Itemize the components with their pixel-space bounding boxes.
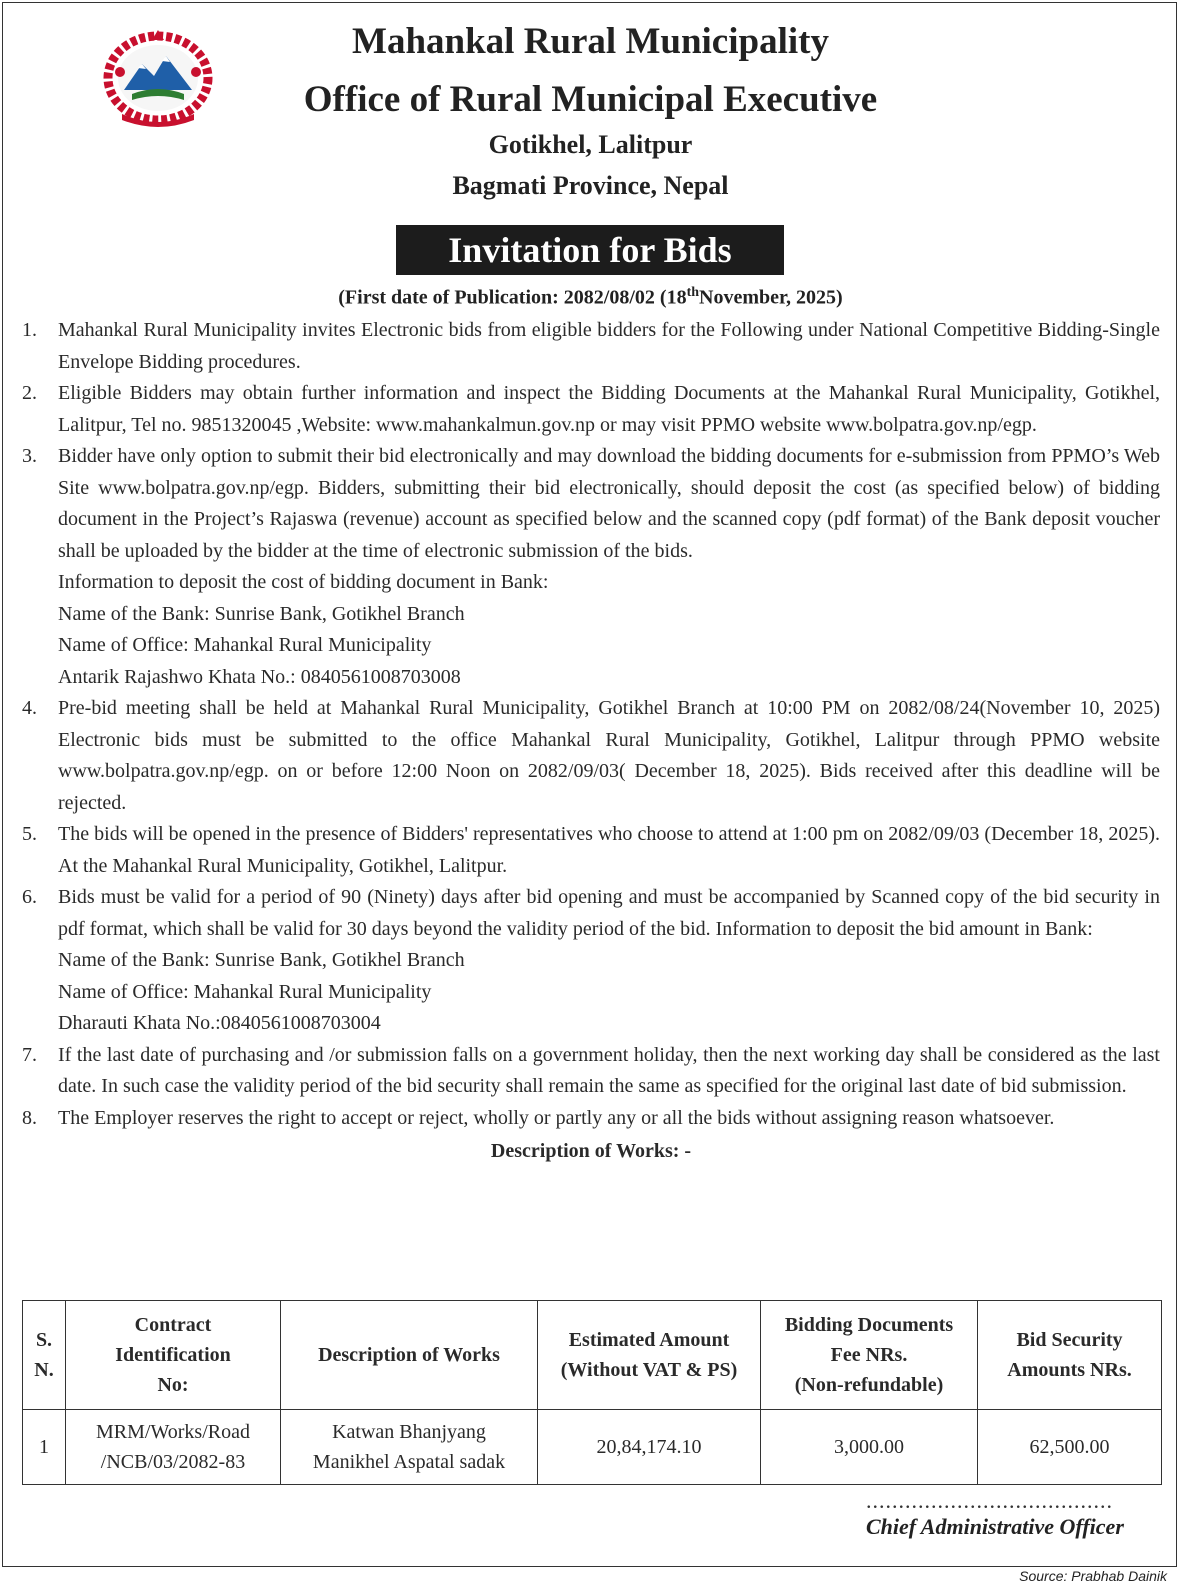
bank-info-line: Name of the Bank: Sunrise Bank, Gotikhel Branch [58, 602, 465, 625]
cell-contract-id: MRM/Works/Road /NCB/03/2082-83 [66, 1410, 281, 1485]
table-row [23, 1410, 1162, 1485]
clause-number: 7. [22, 1043, 37, 1066]
notice-title: Invitation for Bids [396, 225, 784, 275]
clause-number: 3. [22, 445, 37, 467]
header-estimate: Estimated Amount (Without VAT & PS) [538, 1301, 761, 1410]
cell-sn: 1 [23, 1410, 66, 1485]
municipality-name: Mahankal Rural Municipality [352, 21, 829, 62]
office-name: Office of Rural Municipal Executive [303, 79, 878, 120]
notice-body [22, 315, 1160, 1168]
office-location: Gotikhel, Lalitpur [488, 130, 693, 159]
bank-info-line: Name of Office: Mahankal Rural Municipality [58, 980, 432, 1003]
clause-number: 4. [22, 697, 37, 719]
clause-text: Bids must be valid for a period of 90 (Ninety) days after bid opening and must be accompanied by Scanned copy of the bid security in pdf format, which shall be valid for 30 days beyond the validity period of the bid. Information to deposit the bid amount in Bank: [58, 886, 1160, 940]
bank-info-line: Name of the Bank: Sunrise Bank, Gotikhel Branch [58, 949, 465, 971]
cell-estimate: 20,84,174.10 [538, 1410, 761, 1485]
source-credit: Source: Prabhab Dainik [1019, 1568, 1167, 1584]
clause-number: 2. [22, 382, 37, 404]
signature-line: ...................................... [866, 1488, 1113, 1513]
clause-4 [22, 693, 1160, 819]
clause-text: Eligible Bidders may obtain further information and inspect the Bidding Documents at the Mahankal Rural Municipality, Gotikhel, Lalitpur, Tel no. 9851320045 ,Website: www.mahankalmun.gov.np or may visit PPMO website www.bolpatra.gov.np/egp. [58, 382, 1160, 436]
clause-text: Pre-bid meeting shall be held at Mahankal Rural Municipality, Gotikhel Branch at 10:00 PM on 2082/08/24(November 10, 2025) Electronic bids must be submitted to the office Mahankal Rural Municipality, Gotikhel, Lalitpur through PPMO website www.bolpatra.gov.np/egp. on or before 12:00 Noon on 2082/09/03( December 18, 2025). Bids received after this deadline will be rejected. [58, 697, 1160, 814]
header-contract-id: Contract Identification No: [66, 1301, 281, 1410]
header-sn: S. N. [23, 1301, 66, 1410]
clause-text: Bidder have only option to submit their bid electronically and may download the bidding documents for e-submission from PPMO’s Web Site www.bolpatra.gov.np/egp. Bidders, submitting their bid electronically, should deposit the cost (as specified below) of bidding document in the Project’s Rajaswa (revenue) account as specified below and the scanned copy (pdf format) of the Bank deposit voucher shall be uploaded by the bidder at the time of electronic submission of the bids. [58, 445, 1160, 562]
cell-doc-fee: 3,000.00 [761, 1410, 978, 1485]
cell-bid-security: 62,500.00 [978, 1410, 1162, 1485]
table-header-row [23, 1301, 1162, 1410]
bank-info-line: Information to deposit the cost of bidding document in Bank: [58, 571, 549, 593]
clause-8 [22, 1103, 1160, 1135]
clause-number: 6. [22, 886, 37, 908]
header-bid-security: Bid Security Amounts NRs. [978, 1301, 1162, 1410]
office-province: Bagmati Province, Nepal [452, 171, 729, 200]
bank-info-line: Name of Office: Mahankal Rural Municipality [58, 634, 432, 656]
clause-text: If the last date of purchasing and /or submission falls on a government holiday, then the next working day shall be considered as the last date. In such case the validity period of the bid security shall remain the same as specified for the original last date of bid submission. [58, 1043, 1160, 1097]
publication-date: (First date of Publication: 2082/08/02 (18thNovember, 2025) [338, 285, 843, 309]
clause-text: Mahankal Rural Municipality invites Electronic bids from eligible bidders for the Following under National Competitive Bidding-Single Envelope Bidding procedures. [58, 319, 1160, 373]
clause-text: The Employer reserves the right to accept or reject, wholly or partly any or all the bids without assigning reason whatsoever. [58, 1106, 1055, 1129]
clause-number: 1. [22, 319, 37, 341]
clause-6 [22, 882, 1160, 945]
clause-1 [22, 315, 1160, 378]
header-doc-fee: Bidding Documents Fee NRs. (Non-refundable) [761, 1301, 978, 1410]
bank-info-line: Antarik Rajashwo Khata No.: 0840561008703008 [58, 665, 461, 688]
clause-5 [22, 819, 1160, 882]
clause-2 [22, 378, 1160, 441]
clause-7 [22, 1040, 1160, 1103]
cell-description: Katwan Bhanjyang Manikhel Aspatal sadak [281, 1410, 538, 1485]
works-table [22, 1300, 1162, 1485]
header-description: Description of Works [281, 1301, 538, 1410]
clause-text: The bids will be opened in the presence of Bidders' representatives who choose to attend at 1:00 pm on 2082/09/03 (December 18, 2025). At the Mahankal Rural Municipality, Gotikhel, Lalitpur. [58, 823, 1160, 877]
signatory-title: Chief Administrative Officer [866, 1514, 1124, 1539]
clause-number: 8. [22, 1106, 37, 1129]
bank-info-line: Dharauti Khata No.:0840561008703004 [58, 1012, 381, 1034]
clause-3 [22, 441, 1160, 567]
clause-number: 5. [22, 823, 37, 845]
works-section-title: Description of Works: - [490, 1140, 692, 1162]
